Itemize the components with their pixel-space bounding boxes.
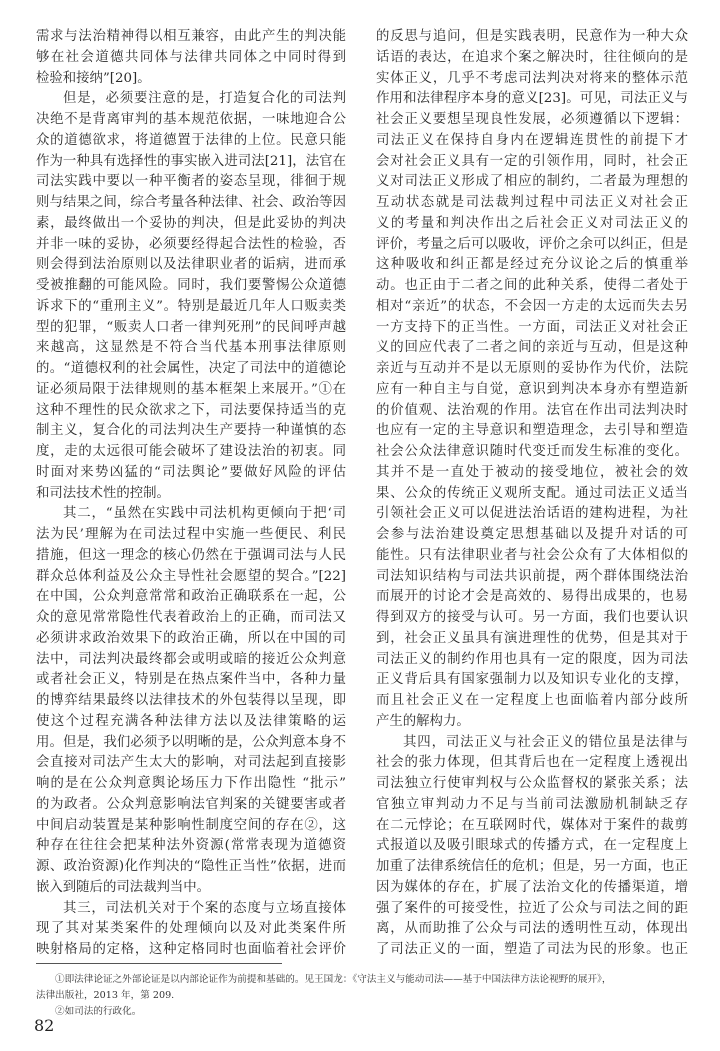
footnote-divider [36, 963, 282, 964]
text-line: 的。“道德权利的社会属性，决定了司法中的道德论 [36, 361, 346, 376]
text-line: 或者社会正义，特别是在热点案件当中，各种力量 [36, 672, 346, 688]
text-line: 加重了法律系统信任的危机；但是，另一方面，也正 [376, 859, 688, 874]
text-line: 受被推翻的可能风险。同时，我们要警惕公众道德 [36, 278, 346, 293]
text-line: 社会的张力体现，但其背后也在一定程度上透视出 [376, 755, 688, 771]
text-line: 使这个过程充满各种法律方法以及法律策略的运 [36, 713, 346, 729]
text-line: 众的意见常常隐性代表着政治上的正确，而司法又 [36, 610, 346, 625]
text-line: 的反思与追问，但是实践表明，民意作为一种大众 [376, 29, 688, 44]
text-line: 响的是在公众判意舆论场压力下作出隐性 “批示” [36, 776, 346, 791]
text-line: 义的回应代表了二者之间的亲近与互动，但是这种 [376, 340, 688, 356]
text-line: 措施，但这一理念的核心仍然在于强调司法与人民 [36, 547, 346, 563]
text-line: 制主义，复合化的司法判决生产要持一种谨慎的态 [36, 423, 346, 439]
text-line: 作为一种具有选择性的事实嵌入进司法[21]，法官在 [36, 153, 346, 169]
text-line: 亲近与互动并不是以无原则的妥协作为代价，法院 [376, 361, 688, 376]
text-line: 会参与法治建设奠定思想基础以及提升对话的可 [376, 527, 688, 542]
text-line: 但是，必须要注意的是，打造复合化的司法判 [63, 91, 346, 107]
text-line: 源、政治资源)化作判决的“隐性正当性”依据，进而 [36, 859, 346, 874]
text-line: 种存在往往会把某种法外资源(常常表现为道德资 [36, 838, 346, 854]
text-line: 法中，司法判决最终都会或明或暗的接近公众判意 [36, 651, 346, 667]
text-line: 映射格局的定格，这种定格同时也面临着社会评价 [36, 942, 346, 957]
paragraph [36, 504, 346, 898]
text-line: 型的犯罪，“贩卖人口者一律判死刑”的民间呼声越 [36, 319, 346, 335]
paragraph [36, 899, 346, 961]
text-line: 产生的解构力。 [376, 713, 470, 729]
right-column [376, 27, 688, 961]
text-line: 证必须局限于法律规则的基本框架上来展开。”①在 [36, 381, 346, 397]
text-line: 因为媒体的存在，扩展了法治文化的传播渠道，增 [376, 879, 688, 895]
text-line: 众的道德欲求，将道德置于法律的上位。民意只能 [36, 132, 346, 148]
text-line: 而展开的讨论才会是高效的、易得出成果的，也易 [376, 589, 688, 605]
text-line: 相对“亲近”的状态，不会因一方走的太远而失去另 [376, 298, 688, 314]
text-line: 需求与法治精神得以相互兼容，由此产生的判决能 [36, 29, 346, 44]
text-line: 应有一种自主与自觉，意识到判决本身亦有塑造新 [376, 381, 688, 397]
text-line: 其并不是一直处于被动的接受地位，被社会的效 [376, 464, 688, 480]
text-line: 会对社会正义具有一定的引领作用，同时，社会正 [376, 153, 688, 169]
text-line: 的价值观、法治观的作用。法官在作出司法判决时 [376, 402, 688, 418]
text-line: 来越高，这显然是不符合当代基本刑事法律原则 [36, 340, 346, 356]
text-line: 时面对来势凶猛的“司法舆论”要做好风险的评估 [36, 464, 346, 480]
text-line: 则会得到法治原则以及法律职业者的诟病，进而承 [36, 257, 346, 273]
text-line: 司法知识结构与司法共识前提，两个群体围绕法治 [376, 568, 688, 584]
text-line: 和司法技术性的控制。 [36, 485, 170, 501]
text-line: 社会公众法律意识随时代变迁而发生标准的变化。 [376, 444, 688, 459]
paragraph [376, 27, 688, 733]
text-line: 度，走的太远很可能会破坏了建设法治的初衷。同 [36, 444, 346, 459]
footnote-1-continued: 法律出版社，2013 年，第 209. [36, 990, 175, 1001]
text-line: 动。也正由于二者之间的此种关系，使得二者处于 [376, 278, 688, 293]
text-line: 诉求下的“重刑主义”。特别是最近几年人口贩卖类 [36, 298, 346, 314]
text-line: 实体正义，几乎不考虑司法判决对将来的整体示范 [376, 70, 688, 86]
text-line: 司法正义在保持自身内在逻辑连贯性的前提下才 [376, 132, 688, 148]
text-line: 司法实践中要以一种平衡者的姿态呈现，徘徊于规 [36, 174, 346, 190]
text-line: 了司法正义的一面，塑造了司法为民的形象。也正 [376, 942, 688, 957]
text-line: 话语的表达，在追求个案之解决时，往往倾向的是 [376, 49, 688, 65]
text-line: 司法独立行使审判权与公众监督权的紧张关系；法 [376, 776, 688, 791]
paragraph [36, 89, 346, 504]
text-line: 检验和接纳”[20]。 [36, 70, 151, 86]
paragraph [36, 27, 346, 89]
text-line: 决绝不是背离审判的基本规范依据，一味地迎合公 [36, 112, 346, 127]
text-line: 评价，考量之后可以吸收，评价之余可以纠正，但是 [376, 236, 688, 252]
text-line: 果、公众的传统正义观所支配。通过司法正义适当 [376, 485, 688, 501]
paragraph [376, 733, 688, 961]
text-line: 得到双方的接受与认可。另一方面，我们也要认识 [376, 610, 688, 625]
text-line: 够在社会道德共同体与法律共同体之中同时得到 [36, 49, 346, 65]
footnote-2: ②如司法的行政化。 [55, 1006, 142, 1017]
text-line: 式报道以及吸引眼球式的传播方式，在一定程度上 [376, 838, 688, 854]
text-line: 正义背后具有国家强制力以及知识专业化的支撑， [376, 672, 688, 688]
text-line: 官独立审判动力不足与当前司法激励机制缺乏存 [376, 796, 688, 812]
text-line: 的博弈结果最终以法律技术的外包装得以呈现，即 [36, 693, 346, 708]
text-line: 也应有一定的主导意识和塑造理念，去引导和塑造 [376, 423, 688, 439]
text-line: 会直接对司法产生太大的影响，对司法起到直接影 [36, 755, 346, 771]
text-line: 并非一味的妥协，必须要经得起合法性的检验，否 [36, 236, 346, 252]
text-line: 社会正义要想呈现良性发展，必须遵循以下逻辑： [376, 112, 688, 127]
text-line: 素，最终做出一个妥协的判决，但是此妥协的判决 [36, 215, 346, 231]
text-line: 的为政者。公众判意影响法官判案的关键要害或者 [36, 796, 346, 812]
left-column [36, 27, 346, 961]
text-line: 强了案件的可接受性，拉近了公众与司法之间的距 [376, 900, 688, 916]
text-line: 在中国，公众判意常常和政治正确联系在一起，公 [36, 589, 346, 605]
text-line: 其二，“虽然在实践中司法机构更倾向于把‘司 [63, 506, 346, 522]
text-line: 这种吸收和纠正都是经过充分议论之后的慎重举 [376, 257, 688, 273]
text-line: 司法正义的制约作用也具有一定的限度，因为司法 [376, 651, 688, 667]
text-line: 到，社会正义虽具有演进理性的优势，但是其对于 [376, 630, 688, 646]
text-line: 引领社会正义可以促进法治话语的建构进程，为社 [376, 506, 688, 522]
text-line: 其四，司法正义与社会正义的错位虽是法律与 [403, 734, 688, 750]
text-line: 而且社会正义在一定程度上也面临着内部分歧所 [376, 693, 688, 708]
text-line: 在二元悖论；在互联网时代，媒体对于案件的裁剪 [376, 817, 688, 833]
text-line: 这种不理性的民众欲求之下，司法要保持适当的克 [36, 402, 346, 418]
text-line: 能性。只有法律职业者与社会公众有了大体相似的 [376, 547, 688, 563]
text-line: 现了其对某类案件的处理倾向以及对此类案件所 [36, 921, 346, 937]
text-line: 法为民’理解为在司法过程中实施一些便民、利民 [36, 527, 346, 542]
text-line: 其三，司法机关对于个案的态度与立场直接体 [63, 900, 346, 916]
text-line: 义对司法正义形成了相应的制约，二者最为理想的 [376, 174, 688, 190]
text-line: 用。但是，我们必须予以明晰的是，公众判意本身不 [36, 734, 346, 750]
text-line: 中间启动装置是某种影响性制度空间的存在②，这 [36, 817, 346, 833]
text-line: 一方支持下的正当性。一方面，司法正义对社会正 [376, 319, 688, 335]
text-line: 嵌入到随后的司法裁判当中。 [36, 879, 211, 895]
page-number: 82 [34, 1016, 55, 1035]
text-line: 义的考量和判决作出之后社会正义对司法正义的 [376, 215, 688, 231]
text-line: 群众总体利益及公众主导性社会愿望的契合。”[22] [36, 568, 346, 584]
text-line: 必须讲求政治效果下的政治正确，所以在中国的司 [36, 630, 346, 646]
footnote-1: ①即法律论证之外部论证是以内部论证作为前提和基础的。见王国龙：《守法主义与能动司法——基于中国法律方法论视野的展开》， [55, 974, 612, 985]
text-line: 作用和法律程序本身的意义[23]。可见，司法正义与 [376, 91, 688, 107]
text-line: 则与结果之间，综合考量各种法律、社会、政治等因 [36, 195, 346, 210]
text-line: 离，从而助推了公众与司法的透明性互动，体现出 [376, 921, 688, 937]
text-line: 互动状态就是司法裁判过程中司法正义对社会正 [376, 195, 688, 210]
